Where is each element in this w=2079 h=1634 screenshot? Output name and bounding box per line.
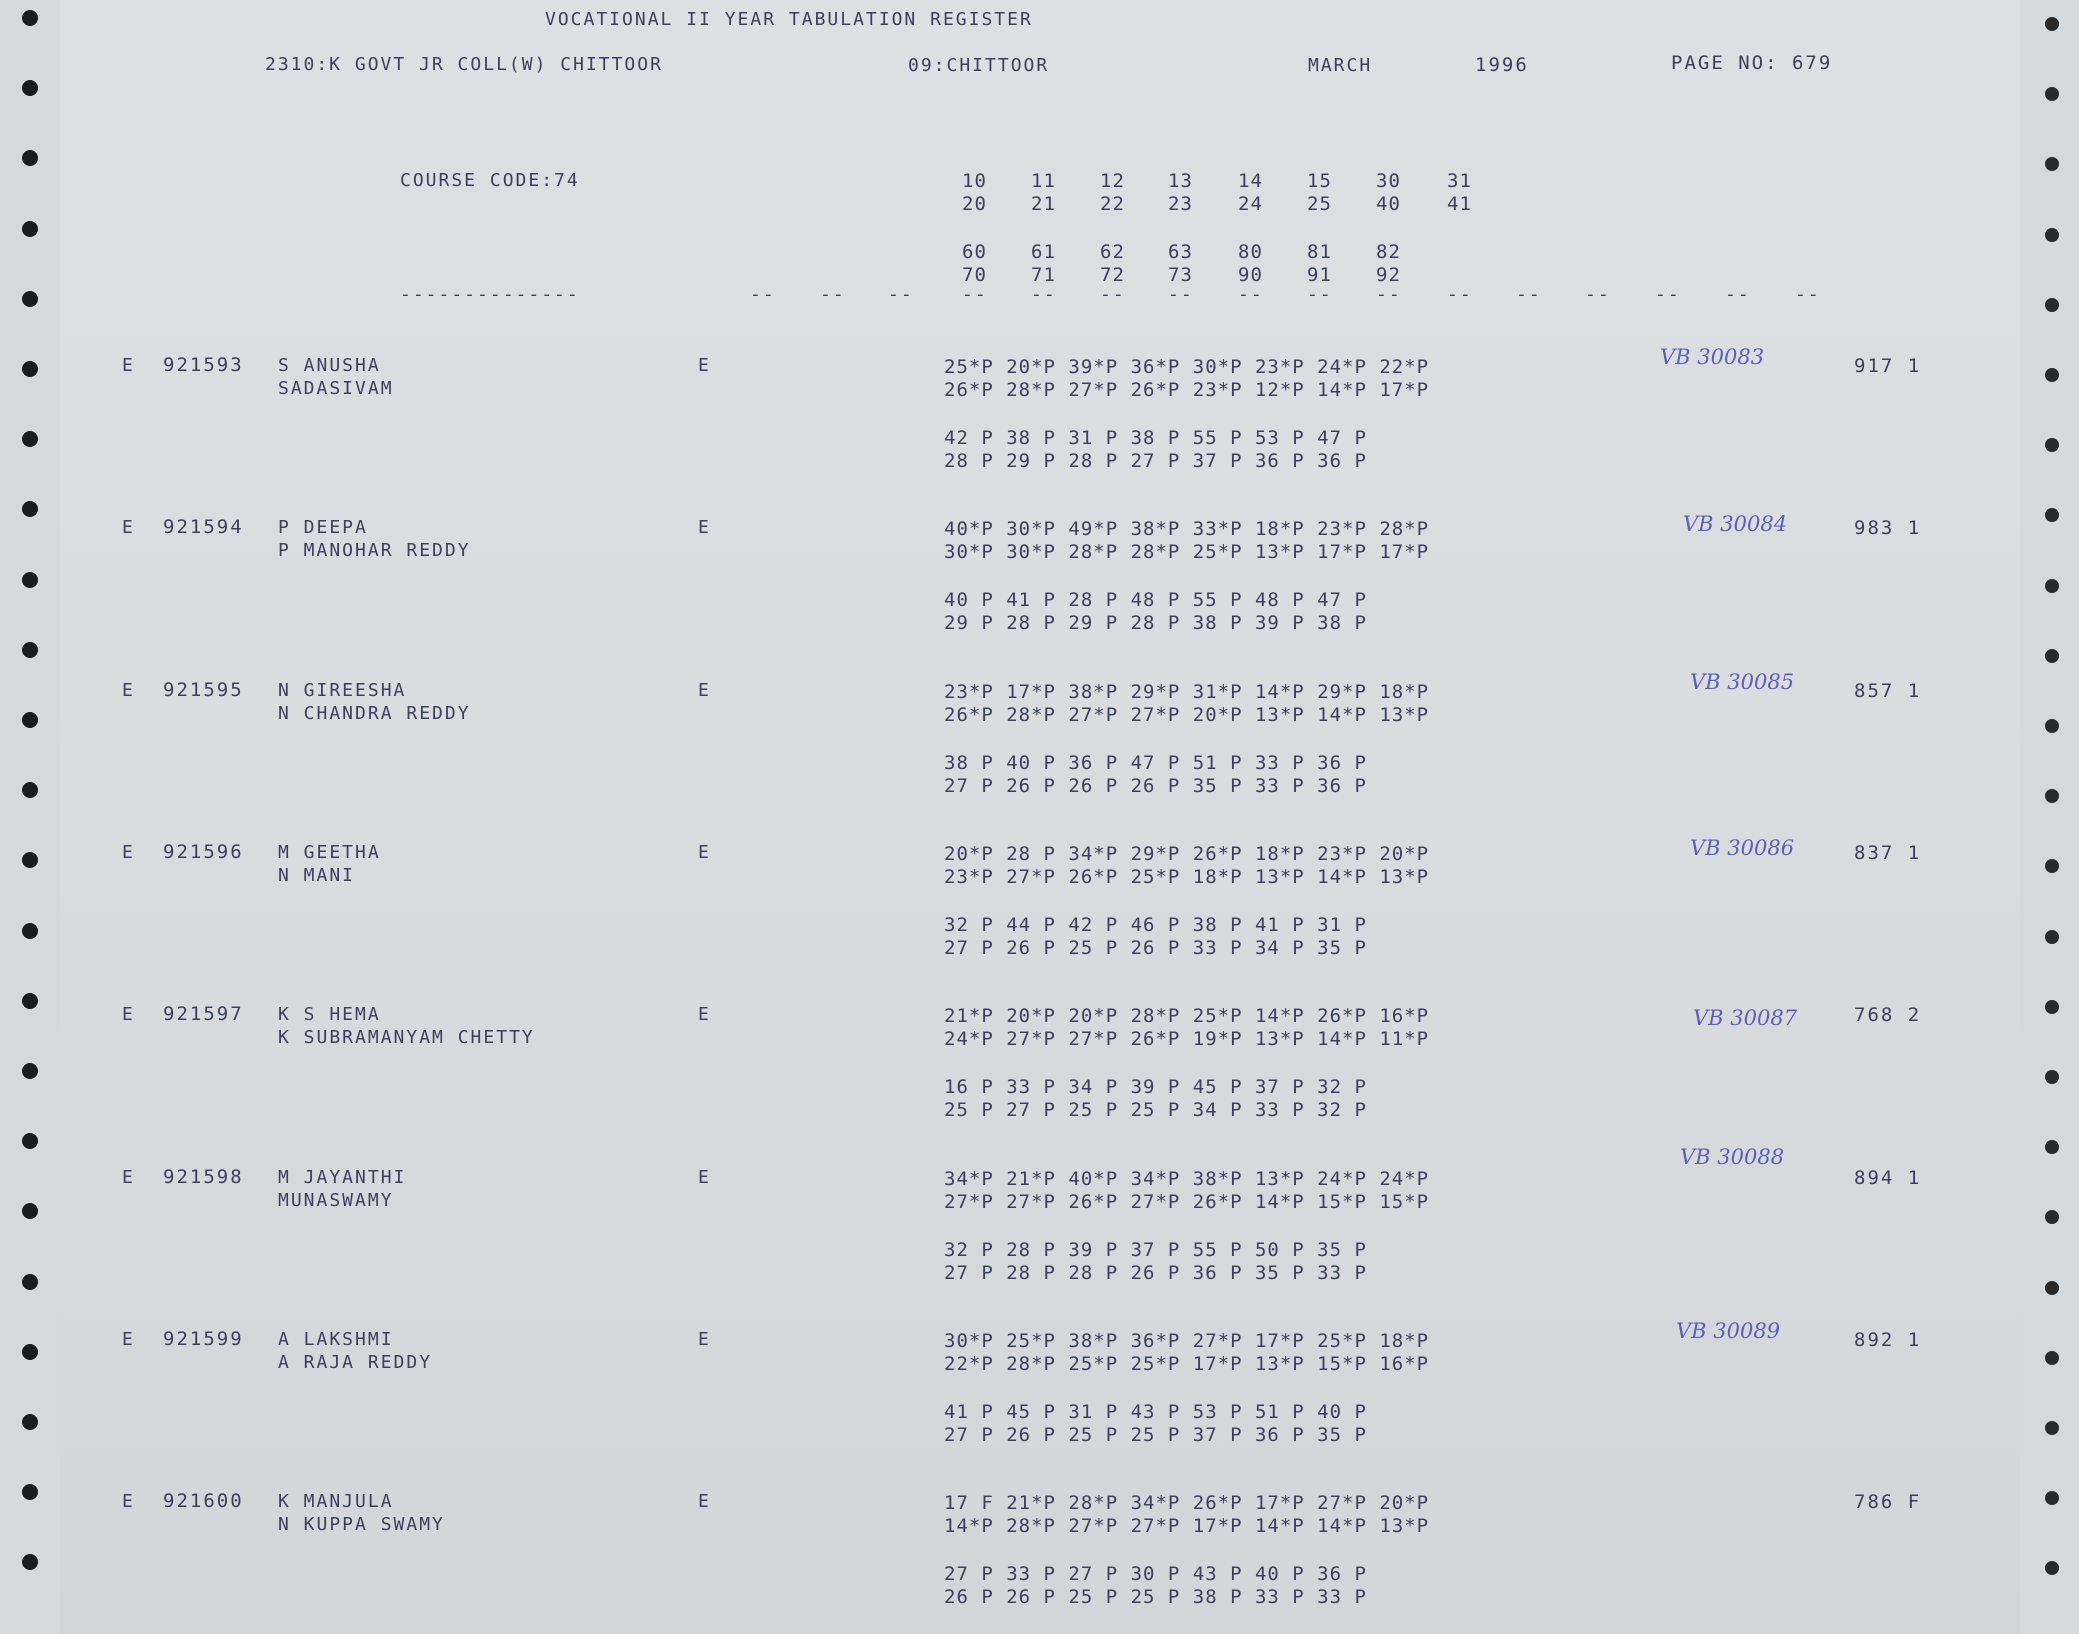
subject-code: 60 (962, 241, 987, 263)
subject-code: 24 (1238, 193, 1263, 215)
marks-row-3: 32 P 28 P 39 P 37 P 55 P 50 P 35 P (944, 1238, 1367, 1261)
subject-code: 20 (962, 193, 987, 215)
marks-row-3: 38 P 40 P 36 P 47 P 51 P 33 P 36 P (944, 751, 1367, 774)
register-number: 921594 (163, 516, 244, 539)
marks-row-4: 27 P 26 P 25 P 25 P 37 P 36 P 35 P (944, 1423, 1367, 1446)
subject-code: 92 (1376, 264, 1401, 286)
exam-category: E (122, 517, 135, 539)
feed-hole (2045, 1351, 2059, 1365)
feed-hole (22, 1063, 38, 1079)
total-and-result: 837 1 (1854, 841, 1922, 864)
feed-hole (2045, 719, 2059, 733)
subject-code: 70 (962, 264, 987, 286)
marks-row-1: 40*P 30*P 49*P 38*P 33*P 18*P 23*P 28*P (944, 518, 1430, 541)
feed-hole (2045, 1561, 2059, 1575)
register-title: VOCATIONAL II YEAR TABULATION REGISTER (545, 9, 1033, 30)
subject-code: 40 (1376, 193, 1401, 215)
feed-hole (22, 1203, 38, 1219)
parent-name: N MANI (278, 864, 356, 886)
marks-row-3: 42 P 38 P 31 P 38 P 55 P 53 P 47 P (944, 427, 1367, 449)
separator-dash: -- (1376, 284, 1402, 305)
feed-hole (22, 572, 38, 588)
marks-row-3: 16 P 33 P 34 P 39 P 45 P 37 P 32 P (944, 1076, 1367, 1099)
subject-code: 31 (1447, 170, 1472, 192)
subject-code: 90 (1238, 264, 1263, 286)
separator-dash: -- (1447, 284, 1473, 305)
register-number: 921597 (163, 1003, 244, 1026)
college-name: 2310:K GOVT JR COLL(W) CHITTOOR (265, 54, 663, 75)
feed-hole (22, 1554, 38, 1570)
marks-row-1: 17 F 21*P 28*P 34*P 26*P 17*P 27*P 20*P (944, 1492, 1430, 1515)
feed-hole (22, 1133, 38, 1149)
feed-hole (2045, 1140, 2059, 1154)
subject-code: 14 (1238, 170, 1263, 192)
medium: E (698, 679, 711, 701)
student-name: M JAYANTHI (278, 1166, 407, 1188)
feed-hole (22, 923, 38, 939)
subject-code: 30 (1376, 170, 1401, 192)
feed-hole (2045, 1421, 2059, 1435)
subject-code: 21 (1031, 193, 1056, 215)
course-code: COURSE CODE:74 (400, 170, 580, 191)
separator-dash: -- (1516, 284, 1542, 305)
parent-name: SADASIVAM (278, 378, 394, 399)
handwritten-reference: VB 30088 (1680, 1144, 1785, 1169)
subject-code: 13 (1168, 170, 1193, 192)
feed-hole (22, 1344, 38, 1360)
separator-dash: -- (1100, 284, 1126, 305)
register-number: 921595 (163, 678, 244, 701)
marks-row-4: 27 P 26 P 26 P 26 P 35 P 33 P 36 P (944, 774, 1367, 797)
subject-code: 15 (1307, 170, 1332, 192)
student-name: K MANJULA (278, 1491, 394, 1513)
medium: E (698, 1004, 711, 1026)
exam-category: E (122, 1004, 135, 1026)
subject-code: 72 (1100, 264, 1125, 286)
exam-category: E (122, 841, 135, 863)
exam-month: MARCH (1308, 55, 1373, 76)
marks-row-1: 23*P 17*P 38*P 29*P 31*P 14*P 29*P 18*P (944, 680, 1430, 703)
feed-hole (2045, 649, 2059, 663)
feed-hole (22, 361, 38, 377)
marks-row-4: 29 P 28 P 29 P 28 P 38 P 39 P 38 P (944, 612, 1367, 635)
marks-row-3: 41 P 45 P 31 P 43 P 53 P 51 P 40 P (944, 1400, 1367, 1423)
medium: E (698, 1166, 711, 1188)
handwritten-reference: VB 30089 (1676, 1318, 1781, 1343)
feed-hole (2045, 1491, 2059, 1505)
feed-hole (2045, 157, 2059, 171)
total-and-result: 892 1 (1854, 1328, 1922, 1351)
marks-row-2: 23*P 27*P 26*P 25*P 18*P 13*P 14*P 13*P (944, 865, 1430, 888)
subject-code: 82 (1376, 241, 1401, 263)
separator-dash: -- (1238, 284, 1264, 305)
feed-hole (22, 642, 38, 658)
subject-code: 61 (1031, 241, 1056, 263)
marks-row-2: 30*P 30*P 28*P 28*P 25*P 13*P 17*P 17*P (944, 541, 1430, 564)
feed-hole (22, 852, 38, 868)
feed-hole (2045, 298, 2059, 312)
feed-hole (22, 1414, 38, 1430)
subject-code: 63 (1168, 241, 1193, 263)
marks-row-4: 27 P 26 P 25 P 26 P 33 P 34 P 35 P (944, 936, 1367, 959)
marks-row-1: 25*P 20*P 39*P 36*P 30*P 23*P 24*P 22*P (944, 356, 1430, 378)
feed-hole (22, 1274, 38, 1290)
parent-name: MUNASWAMY (278, 1189, 394, 1211)
total-and-result: 857 1 (1854, 679, 1922, 702)
feed-hole (22, 993, 38, 1009)
medium: E (698, 1491, 711, 1513)
medium: E (698, 1328, 711, 1350)
feed-hole (2045, 508, 2059, 522)
subject-code: 11 (1031, 170, 1056, 192)
marks-row-2: 27*P 27*P 26*P 27*P 26*P 14*P 15*P 15*P (944, 1190, 1430, 1213)
total-and-result: 983 1 (1854, 517, 1922, 540)
marks-row-4: 26 P 26 P 25 P 25 P 38 P 33 P 33 P (944, 1586, 1367, 1609)
parent-name: N CHANDRA REDDY (278, 702, 471, 724)
left-tractor-feed (0, 0, 58, 1634)
feed-hole (22, 10, 38, 26)
separator-dash: -- (888, 284, 914, 305)
marks-row-3: 32 P 44 P 42 P 46 P 38 P 41 P 31 P (944, 913, 1367, 936)
feed-hole (22, 1484, 38, 1500)
marks-row-4: 28 P 29 P 28 P 27 P 37 P 36 P 36 P (944, 450, 1367, 472)
register-number: 921599 (163, 1327, 244, 1350)
parent-name: N KUPPA SWAMY (278, 1514, 445, 1536)
feed-hole (2045, 368, 2059, 382)
register-number: 921598 (163, 1165, 244, 1188)
separator-dash: -- (1655, 284, 1681, 305)
separator-dash: -- (1168, 284, 1194, 305)
subject-code: 10 (962, 170, 987, 192)
student-name: P DEEPA (278, 517, 368, 539)
feed-hole (2045, 1070, 2059, 1084)
handwritten-reference: VB 30087 (1693, 1006, 1798, 1031)
marks-row-2: 24*P 27*P 27*P 26*P 19*P 13*P 14*P 11*P (944, 1028, 1430, 1051)
marks-row-2: 26*P 28*P 27*P 26*P 23*P 12*P 14*P 17*P (944, 379, 1430, 401)
exam-category: E (122, 679, 135, 701)
feed-hole (22, 501, 38, 517)
feed-hole (2045, 789, 2059, 803)
feed-hole (2045, 1000, 2059, 1014)
marks-row-2: 26*P 28*P 27*P 27*P 20*P 13*P 14*P 13*P (944, 703, 1430, 726)
marks-row-3: 40 P 41 P 28 P 48 P 55 P 48 P 47 P (944, 589, 1367, 612)
subject-code: 71 (1031, 264, 1056, 286)
page-number: PAGE NO: 679 (1671, 52, 1833, 74)
feed-hole (2045, 17, 2059, 31)
exam-category: E (122, 355, 135, 376)
feed-hole (22, 431, 38, 447)
parent-name: A RAJA REDDY (278, 1351, 433, 1373)
subject-code: 25 (1307, 193, 1332, 215)
marks-row-2: 22*P 28*P 25*P 25*P 17*P 13*P 15*P 16*P (944, 1352, 1430, 1375)
handwritten-reference: VB 30083 (1660, 345, 1765, 369)
total-and-result: 917 1 (1854, 355, 1922, 377)
feed-hole (2045, 1210, 2059, 1224)
medium: E (698, 517, 711, 539)
separator-dash: -- (1725, 284, 1751, 305)
student-name: N GIREESHA (278, 679, 407, 701)
subject-code: 81 (1307, 241, 1332, 263)
right-tractor-feed (2023, 0, 2079, 1634)
medium: E (698, 355, 711, 376)
student-name: M GEETHA (278, 841, 381, 863)
separator-long: -------------- (400, 284, 580, 305)
exam-category: E (122, 1491, 135, 1513)
marks-row-4: 27 P 28 P 28 P 26 P 36 P 35 P 33 P (944, 1261, 1367, 1284)
total-and-result: 894 1 (1854, 1166, 1922, 1189)
feed-hole (2045, 438, 2059, 452)
separator-dash: -- (1307, 284, 1333, 305)
separator-dash: -- (1031, 284, 1057, 305)
exam-category: E (122, 1328, 135, 1350)
subject-code: 22 (1100, 193, 1125, 215)
student-name: A LAKSHMI (278, 1328, 394, 1350)
subject-code: 91 (1307, 264, 1332, 286)
total-and-result: 768 2 (1854, 1004, 1922, 1027)
separator-dash: -- (820, 284, 846, 305)
feed-hole (2045, 228, 2059, 242)
student-name: K S HEMA (278, 1004, 381, 1026)
subject-code: 23 (1168, 193, 1193, 215)
feed-hole (22, 291, 38, 307)
marks-row-4: 25 P 27 P 25 P 25 P 34 P 33 P 32 P (944, 1099, 1367, 1122)
marks-row-1: 30*P 25*P 38*P 36*P 27*P 17*P 25*P 18*P (944, 1329, 1430, 1352)
total-and-result: 786 F (1854, 1491, 1922, 1514)
register-number: 921596 (163, 840, 244, 863)
feed-hole (2045, 579, 2059, 593)
marks-row-2: 14*P 28*P 27*P 27*P 17*P 14*P 14*P 13*P (944, 1515, 1430, 1538)
feed-hole (2045, 87, 2059, 101)
handwritten-reference: VB 30085 (1690, 669, 1795, 694)
feed-hole (22, 712, 38, 728)
parent-name: K SUBRAMANYAM CHETTY (278, 1027, 535, 1049)
feed-hole (2045, 1281, 2059, 1295)
register-number: 921593 (163, 354, 244, 376)
separator-dash: -- (1795, 284, 1821, 305)
exam-category: E (122, 1166, 135, 1188)
register-number: 921600 (163, 1490, 244, 1513)
medium: E (698, 841, 711, 863)
student-name: S ANUSHA (278, 355, 381, 376)
marks-row-3: 27 P 33 P 27 P 30 P 43 P 40 P 36 P (944, 1563, 1367, 1586)
district-name: 09:CHITTOOR (908, 55, 1050, 76)
feed-hole (2045, 930, 2059, 944)
exam-year: 1996 (1475, 54, 1529, 76)
subject-code: 80 (1238, 241, 1263, 263)
separator-dash: -- (962, 284, 988, 305)
subject-code: 73 (1168, 264, 1193, 286)
marks-row-1: 20*P 28 P 34*P 29*P 26*P 18*P 23*P 20*P (944, 842, 1430, 865)
subject-code: 62 (1100, 241, 1125, 263)
subject-code: 12 (1100, 170, 1125, 192)
feed-hole (22, 80, 38, 96)
feed-hole (22, 150, 38, 166)
subject-code: 41 (1447, 193, 1472, 215)
feed-hole (22, 782, 38, 798)
separator-dash: -- (1585, 284, 1611, 305)
separator-dash: -- (750, 284, 776, 305)
feed-hole (2045, 859, 2059, 873)
handwritten-reference: VB 30086 (1690, 835, 1795, 860)
parent-name: P MANOHAR REDDY (278, 540, 471, 562)
marks-row-1: 21*P 20*P 20*P 28*P 25*P 14*P 26*P 16*P (944, 1005, 1430, 1028)
handwritten-reference: VB 30084 (1683, 512, 1788, 537)
marks-row-1: 34*P 21*P 40*P 34*P 38*P 13*P 24*P 24*P (944, 1167, 1430, 1190)
feed-hole (22, 221, 38, 237)
